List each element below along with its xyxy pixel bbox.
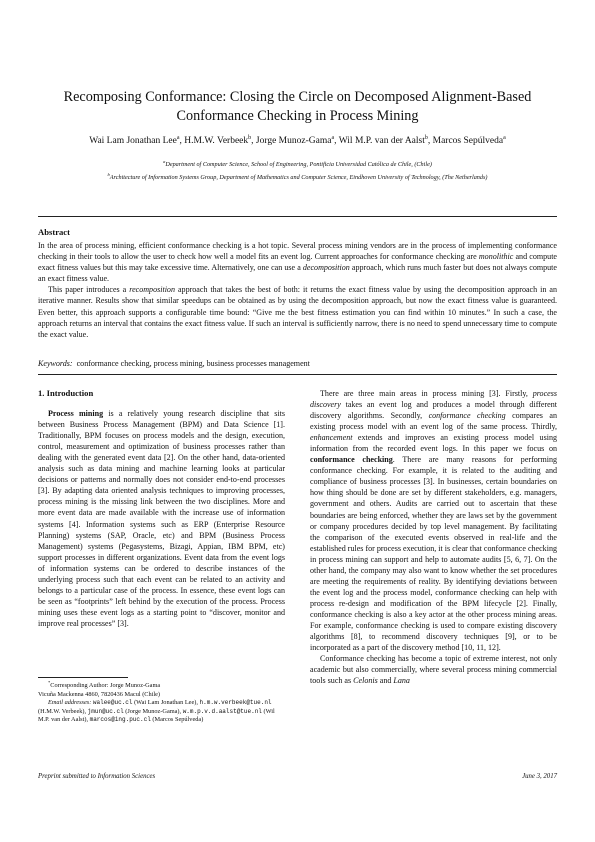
title-line-1: Recomposing Conformance: Closing the Circle on Decomposed Alignment-Based <box>63 89 532 105</box>
keywords <box>38 359 557 368</box>
abstract-paragraph-1: In the area of process mining, efficient conformance checking is a hot topic. Several process mining vendors are in the process of implementing conformance checking in their tools to allow the user to check how well a model fits an event log. Current approaches for conformance checking are monolithic and compute exact fitness values but this may take excessive time. Alternatively, one can use a decomposition approach, which runs much faster but does not always compute an exact fitness value. <box>38 241 558 284</box>
section-heading: 1. Introduction <box>38 388 94 398</box>
author: Wil M.P. van der Aalst$^b$, <box>338 135 433 147</box>
footnote-rule <box>38 677 128 678</box>
email-link[interactable]: marcos@ing.puc.cl <box>89 716 151 724</box>
keywords-text: conformance checking, process mining, business processes management <box>76 359 310 368</box>
abstract-top-rule <box>38 216 557 217</box>
footnote-address: Vicuña Mackenna 4860, 7820436 Macul (Chile) <box>38 690 161 698</box>
keywords-label: Keywords: <box>38 359 73 368</box>
author-list <box>40 135 555 146</box>
author: Wai Lam Jonathan Lee$^a$, <box>89 135 185 147</box>
footnotes <box>38 679 285 725</box>
left-column <box>38 388 285 629</box>
author: H.M.W. Verbeek$^b$, <box>184 135 256 147</box>
email-link[interactable]: jmun@uc.cl <box>87 707 124 715</box>
footer-date: June 3, 2017 <box>522 773 557 780</box>
right-column <box>310 388 557 686</box>
affiliation-b: $^b$Architecture of Information Systems Group, Department of Mathematics and Computer Science, Eindhoven University of Technology, (The Netherlands) <box>107 172 488 182</box>
email-link[interactable]: walee@uc.cl <box>92 699 133 707</box>
author: Jorge Munoz-Gama$^a$, <box>255 135 339 147</box>
affiliation-a: $^a$Department of Computer Science, School of Engineering, Pontificia Universidad Católica de Chile, (Chile) <box>163 159 432 169</box>
intro-paragraph-2: There are three main areas in process mining [3]. Firstly, process discovery takes an event log and produces a model through different discovery algorithms. Secondly, conformance checking compares an existing process model with an event log of the same process. Thirdly, enhancement extends and improves an existing process model using information from the recorded event logs. In this paper we focus on conformance checking. There are many reasons for performing conformance checking. For example, it is related to the auditing and compliance of business processes [3]. In businesses, certain boundaries on how thing should be done are set by different stakeholders, e.g. managers, government and others. Audits are carried out to ascertain that these boundaries are being enforced, whether they are laws set by the government or company procedures decided by top level management. By facilitating the comparison of the executed events observed in real-life and the established rules for process execution, it is clear that conformance checking in process mining can support and help to automate audits [5, 6, 7]. On the other hand, the company may also want to know whether the set procedures are meeting the requirements of reality. By identifying deviations between the event log and the process model, conformance checking can help with process re-design and modification of the BPM lifecycle [2]. Finally, conformance checking is also a key actor at the other process mining areas. For example, conformance checking is used to compare existing discovery algorithms [8], to recommend discovery techniques [9], or to be incorporated as a part of the discovery method [10, 11, 12]. <box>310 389 558 653</box>
title-line-2: Conformance Checking in Process Mining <box>176 108 419 124</box>
footer-journal: Preprint submitted to Information Sciences <box>38 773 156 780</box>
abstract-paragraph-2: This paper introduces a recomposition approach that takes the best of both: it returns the exact fitness value by using the decomposition approach in an iterative manner. Results show that similar speedups can be obtained as by using the decomposition approach, but now the exact fitness value is guaranteed. Even better, this approach supports a configurable time bound: “Give me the best fitness estimation you can find within 10 minutes.” In such a case, the approach returns an interval that contains the exact fitness value. If such an interval is sufficiently narrow, there is no need to spend unnecessary time to compute the exact value. <box>38 285 557 339</box>
footnote-emails: Email addresses: walee@uc.cl (Wai Lam Jonathan Lee), h.m.w.verbeek@tue.nl (H.M.W. Verbeek), jmun@uc.cl (Jorge Munoz-Gama), w.m.p.v.d.aalst@tue.nl (Wil M.P. van der Aalst), marcos@ing.puc.cl (Marcos Sepúlveda) <box>38 699 275 724</box>
paper-title <box>40 88 555 126</box>
affiliations <box>30 157 565 183</box>
abstract-heading: Abstract <box>38 227 70 237</box>
email-link[interactable]: w.m.p.v.d.aalst@tue.nl <box>182 707 262 715</box>
intro-paragraph-1: Process mining is a relatively young research discipline that sits between Business Process Management (BPM) and Data Science [1]. Traditionally, BPM focuses on process models and the design, execution, control, measurement and optimization of business processes rather than dealing with the generated event data [2]. On the other hand, data-oriented analysis such as data mining and machine learning looks at particular decisions or patterns and normally does not consider end-to-end processes [3]. By adapting data oriented analysis techniques to improving processes, process mining is the missing link between the two disciplines. More and more event data are made available with the increase use of information systems [4]. Information systems such as ERP (Enterprise Resource Planning) systems (SAP, Oracle, etc) and BPM (Business Process Management) systems (Pegasystems, Bizagi, Appian, IBM BPM, etc) support processes in different organizations. Event data from the event logs of information systems can be ordered to describe instances of the underlying process such that each event can be related to an activity and belongs to a particular case of the process. In essence, these event logs can be seen as “footprints” left behind by the execution of the process. Process mining uses these event logs as a starting point to “discover, monitor and improve real processes” [3]. <box>38 409 285 628</box>
abstract-bottom-rule <box>38 374 557 375</box>
author: Marcos Sepúlveda$^a$ <box>432 135 506 147</box>
email-link[interactable]: h.m.w.verbeek@tue.nl <box>199 699 272 707</box>
abstract-body <box>38 240 557 340</box>
intro-paragraph-3: Conformance checking has become a topic of extreme interest, not only academic but also commercially, where several process mining commercial tools such as Celonis and Lana <box>310 654 557 686</box>
footnote-corresponding: *Corresponding Author: Jorge Munoz-Gama <box>48 680 161 690</box>
